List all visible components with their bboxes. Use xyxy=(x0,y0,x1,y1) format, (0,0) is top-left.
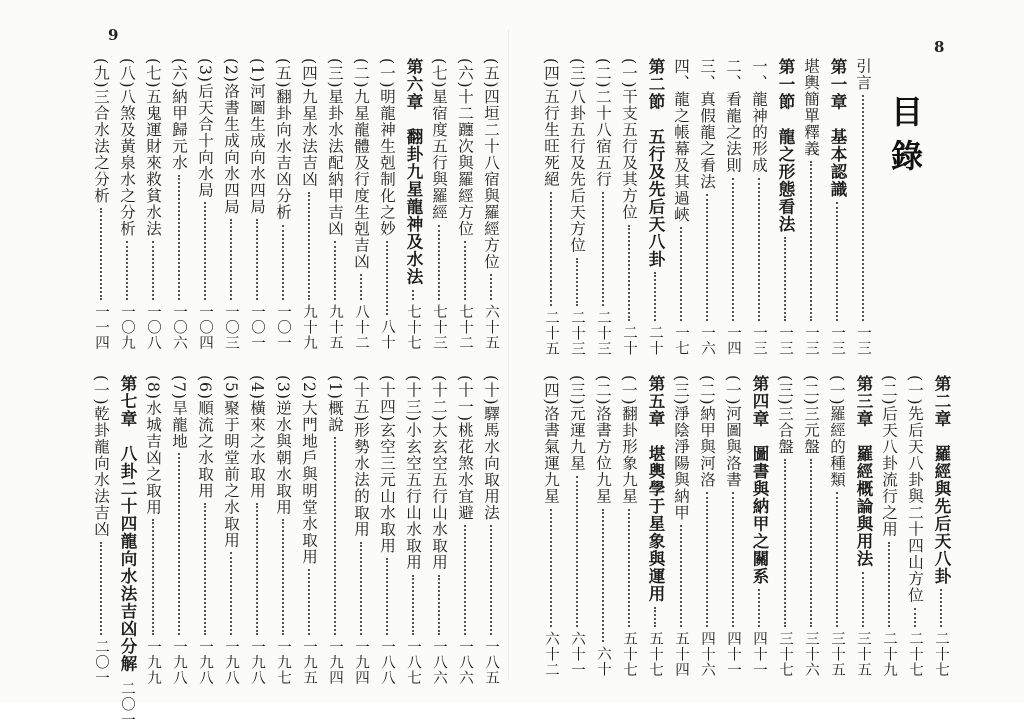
toc-leader-dots xyxy=(836,492,838,626)
toc-entry xyxy=(297,375,321,685)
toc-entry-page: 五十四 xyxy=(669,631,693,678)
toc-entry-title: 第二節 五行及先后天八卦 xyxy=(643,58,667,268)
toc-leader-dots xyxy=(576,258,578,306)
toc-leader-dots xyxy=(490,525,492,634)
toc-entry-title: (二)后天八卦流行之用 xyxy=(877,375,901,538)
toc-entry xyxy=(141,58,165,350)
toc-entry-title: (二)三元盤 xyxy=(799,375,823,455)
toc-entry-page: 六十二 xyxy=(539,631,563,678)
toc-entry-page: 一九八 xyxy=(167,639,191,686)
toc-entry-title: (十五)形勢水法的取用 xyxy=(349,375,373,538)
toc-entry-page: 六十 xyxy=(591,646,615,677)
toc-entry xyxy=(695,375,719,677)
toc-entry xyxy=(877,375,901,677)
toc-entry xyxy=(141,375,165,685)
toc-entry-page: 一〇三 xyxy=(219,304,243,351)
toc-entry-title: (十三)小玄空五行山水取用 xyxy=(401,375,425,571)
toc-entry xyxy=(929,375,953,677)
toc-entry-title: (六)十二躔次與羅經方位 xyxy=(453,58,477,237)
toc-entry-page: 一〇九 xyxy=(115,304,139,351)
toc-entry-title: (8)水城吉凶之取用 xyxy=(141,375,165,515)
toc-entry-title: (九)三合水法之分析 xyxy=(89,58,113,204)
toc-entry-title: (十二)大玄空五行山水取用 xyxy=(427,375,451,571)
toc-entry xyxy=(591,58,615,356)
toc-entry-title: (四)九星水法吉凶 xyxy=(297,58,321,188)
toc-entry-page: 六十五 xyxy=(479,304,503,351)
toc-entry-page: 七十七 xyxy=(401,304,425,351)
toc-entry-title: 堪輿簡單釋義 xyxy=(799,58,823,157)
toc-entry xyxy=(773,58,797,356)
toc-leader-dots xyxy=(654,272,656,321)
toc-entry xyxy=(851,375,875,677)
toc-leader-dots xyxy=(680,227,682,321)
toc-entry-page: 四十一 xyxy=(721,631,745,678)
toc-entry xyxy=(851,58,875,356)
toc-leader-dots xyxy=(914,608,916,627)
toc-leader-dots xyxy=(654,607,656,627)
toc-entry-title: (七)五鬼運財來救貧水法 xyxy=(141,58,165,237)
toc-entry-title: (4)橫來之水取用 xyxy=(245,375,269,499)
toc-entry-page: 一〇一 xyxy=(271,304,295,351)
toc-entry-page: 一一四 xyxy=(89,304,113,351)
toc-entry-page: 九十九 xyxy=(297,304,321,351)
toc-entry-title: (五)四垣二十八宿與羅經方位 xyxy=(479,58,503,270)
toc-leader-dots xyxy=(602,192,604,306)
toc-entry xyxy=(539,375,563,677)
toc-entry xyxy=(565,375,589,677)
toc-leader-dots xyxy=(204,503,206,635)
toc-entry xyxy=(245,58,269,350)
left-page xyxy=(0,0,512,702)
toc-entry-page: 七十二 xyxy=(453,304,477,351)
toc-entry-title: (一)翻卦形象九星 xyxy=(617,375,641,505)
toc-entry-title: 二、看龍之法則 xyxy=(721,58,745,174)
toc-leader-dots xyxy=(282,225,284,300)
toc-entry-title: (三)星卦水法配納甲吉凶 xyxy=(323,58,347,237)
toc-entry-title: 第七章 八卦二十四龍向水法吉凶分解 xyxy=(115,375,139,673)
toc-entry xyxy=(453,58,477,350)
toc-entry-page: 一八八 xyxy=(375,639,399,686)
toc-entry-title: 第一節 龍之形態看法 xyxy=(773,58,797,233)
toc-leader-dots xyxy=(386,241,388,315)
toc-leader-dots xyxy=(784,237,786,321)
toc-entry xyxy=(695,58,719,356)
toc-leader-dots xyxy=(360,274,362,299)
toc-title: 目錄 xyxy=(882,95,928,183)
toc-leader-dots xyxy=(464,241,466,299)
toc-entry xyxy=(453,375,477,685)
toc-band-left-bottom xyxy=(88,375,504,685)
toc-entry-title: (3)逆水與朝水取用 xyxy=(271,375,295,515)
toc-entry xyxy=(643,58,667,356)
toc-leader-dots xyxy=(810,161,812,321)
toc-leader-dots xyxy=(810,459,812,626)
toc-leader-dots xyxy=(152,519,154,634)
toc-entry-page: 七十三 xyxy=(427,304,451,351)
toc-entry xyxy=(721,58,745,356)
toc-entry-page: 五十七 xyxy=(643,631,667,678)
toc-leader-dots xyxy=(412,575,414,635)
toc-entry-page: 八十二 xyxy=(349,304,373,351)
toc-entry-title: 第五章 堪輿學于星象與運用 xyxy=(643,375,667,603)
toc-entry-title: 引言 xyxy=(851,58,875,91)
toc-entry xyxy=(375,58,399,350)
toc-entry-page: 一九四 xyxy=(323,639,347,686)
toc-entry xyxy=(323,58,347,350)
toc-entry-page: 一三 xyxy=(825,325,849,356)
toc-leader-dots xyxy=(940,589,942,627)
toc-leader-dots xyxy=(438,575,440,635)
toc-leader-dots xyxy=(126,241,128,299)
toc-entry xyxy=(643,375,667,677)
toc-entry xyxy=(747,375,771,677)
toc-entry xyxy=(167,375,191,685)
toc-leader-dots xyxy=(706,492,708,626)
toc-leader-dots xyxy=(204,202,206,299)
toc-entry xyxy=(271,375,295,685)
toc-entry-title: (1)河圖生成向水四局 xyxy=(245,58,269,215)
toc-entry-page: 一〇八 xyxy=(141,304,165,351)
toc-entry-page: 一九四 xyxy=(349,639,373,686)
toc-leader-dots xyxy=(230,552,232,634)
toc-entry xyxy=(297,58,321,350)
toc-entry-page: 一九九 xyxy=(141,639,165,686)
toc-entry-page: 二十三 xyxy=(565,310,589,357)
toc-entry-page: 六十一 xyxy=(565,631,589,678)
toc-entry-page: 一〇一 xyxy=(245,304,269,351)
toc-entry-page: 二十九 xyxy=(877,631,901,678)
toc-entry-title: (一)羅經的種類 xyxy=(825,375,849,488)
toc-entry-page: 四十六 xyxy=(695,631,719,678)
toc-entry-title: (十一)桃花煞水宜避 xyxy=(453,375,477,521)
toc-entry-page: 一八五 xyxy=(479,639,503,686)
toc-entry-title: 三、真假龍之看法 xyxy=(695,58,719,190)
toc-entry-title: 第四章 圖書與納甲之關系 xyxy=(747,375,771,585)
toc-entry-title: (5)聚于明堂前之水取用 xyxy=(219,375,243,548)
toc-leader-dots xyxy=(758,178,760,322)
toc-leader-dots xyxy=(360,542,362,635)
toc-entry-title: 四、龍之帳幕及其過峽 xyxy=(669,58,693,223)
toc-leader-dots xyxy=(438,225,440,300)
toc-leader-dots xyxy=(412,290,414,300)
toc-entry-title: (一)乾卦龍向水法吉凶 xyxy=(89,375,113,538)
toc-entry-title: (一)河圖與洛書 xyxy=(721,375,745,488)
toc-entry xyxy=(167,58,191,350)
toc-leader-dots xyxy=(862,95,864,321)
toc-entry-title: (十)驛馬水向取用法 xyxy=(479,375,503,521)
toc-leader-dots xyxy=(758,589,760,627)
toc-entry xyxy=(115,58,139,350)
toc-entry-title: (十四)玄空三元山水取用 xyxy=(375,375,399,554)
toc-entry-page: 二十 xyxy=(643,325,667,356)
toc-entry xyxy=(245,375,269,685)
toc-leader-dots xyxy=(888,542,890,627)
toc-leader-dots xyxy=(628,225,630,321)
toc-entry-title: (6)順流之水取用 xyxy=(193,375,217,499)
toc-entry xyxy=(825,375,849,677)
toc-entry-title: (八)八煞及黃泉水之分析 xyxy=(115,58,139,237)
toc-leader-dots xyxy=(308,192,310,300)
toc-entry-title: (四)洛書氣運九星 xyxy=(539,375,563,505)
toc-band-right-top xyxy=(538,58,876,356)
toc-entry xyxy=(591,375,615,677)
page-number-right: 8 xyxy=(934,38,944,56)
toc-entry xyxy=(375,375,399,685)
toc-entry xyxy=(323,375,347,685)
toc-entry xyxy=(427,58,451,350)
toc-entry xyxy=(401,375,425,685)
toc-leader-dots xyxy=(550,509,552,627)
toc-entry-title: (一)明龍神生剋制化之妙 xyxy=(375,58,399,237)
toc-leader-dots xyxy=(282,519,284,634)
toc-entry xyxy=(825,58,849,356)
toc-entry-title: (七)星宿度五行與羅經 xyxy=(427,58,451,221)
toc-entry-page: 一八七 xyxy=(401,639,425,686)
toc-entry-page: 九十五 xyxy=(323,304,347,351)
toc-entry-title: 第二章 羅經與先后天八卦 xyxy=(929,375,953,585)
toc-entry xyxy=(89,58,113,350)
toc-leader-dots xyxy=(602,509,604,642)
toc-leader-dots xyxy=(862,572,864,627)
toc-leader-dots xyxy=(230,219,232,300)
toc-leader-dots xyxy=(576,476,578,627)
toc-entry-page: 二十七 xyxy=(929,631,953,678)
toc-entry-page: 一九八 xyxy=(219,639,243,686)
toc-entry-page: 二〇一 xyxy=(89,639,113,686)
toc-entry-title: (一)干支五行及其方位 xyxy=(617,58,641,221)
toc-leader-dots xyxy=(732,492,734,626)
toc-entry-title: 一、龍神的形成 xyxy=(747,58,771,174)
toc-leader-dots xyxy=(784,459,786,626)
toc-leader-dots xyxy=(680,525,682,626)
toc-entry-title: (三)淨陰淨陽與納甲 xyxy=(669,375,693,521)
toc-entry xyxy=(401,58,425,350)
toc-entry-page: 一〇六 xyxy=(167,304,191,351)
toc-entry xyxy=(271,58,295,350)
toc-entry xyxy=(219,58,243,350)
toc-entry-title: (2)洛書生成向水四局 xyxy=(219,58,243,215)
toc-entry-title: (3)后天合十向水局 xyxy=(193,58,217,198)
page-number-left: 9 xyxy=(108,26,118,44)
toc-entry-title: 第三章 羅經概論與用法 xyxy=(851,375,875,568)
toc-entry-page: 三十五 xyxy=(851,631,875,678)
toc-leader-dots xyxy=(178,453,180,634)
toc-entry-page: 一四 xyxy=(721,325,745,356)
toc-entry xyxy=(349,58,373,350)
toc-entry-title: (7)旱龍地 xyxy=(167,375,191,449)
toc-entry xyxy=(193,375,217,685)
toc-leader-dots xyxy=(464,525,466,634)
toc-entry-page: 一八六 xyxy=(453,639,477,686)
toc-entry-page: 二十七 xyxy=(903,631,927,678)
toc-entry xyxy=(479,58,503,350)
toc-leader-dots xyxy=(550,192,552,306)
toc-leader-dots xyxy=(334,241,336,299)
toc-entry-page: 一九七 xyxy=(271,639,295,686)
toc-entry-title: (六)納甲歸元水 xyxy=(167,58,191,171)
toc-leader-dots xyxy=(836,202,838,321)
toc-entry-page: 一九五 xyxy=(297,639,321,686)
toc-entry-page: 三十六 xyxy=(799,631,823,678)
toc-entry-title: (二)二十八宿五行 xyxy=(591,58,615,188)
toc-entry-page: 四十一 xyxy=(747,631,771,678)
toc-entry-page: 三十五 xyxy=(825,631,849,678)
toc-band-right-bottom xyxy=(538,375,954,677)
toc-entry xyxy=(617,375,641,677)
toc-entry-title: (1)概說 xyxy=(323,375,347,433)
toc-entry xyxy=(903,375,927,677)
toc-entry xyxy=(799,58,823,356)
toc-entry-page: 一九八 xyxy=(245,639,269,686)
toc-entry-page: 一三 xyxy=(851,325,875,356)
toc-leader-dots xyxy=(256,503,258,635)
toc-entry xyxy=(427,375,451,685)
toc-entry-page: 一六 xyxy=(695,325,719,356)
toc-entry-page: 八十 xyxy=(375,319,399,350)
toc-entry-page: 五十七 xyxy=(617,631,641,678)
toc-entry-title: 第六章 翻卦九星龍神及水法 xyxy=(401,58,425,286)
toc-entry xyxy=(193,58,217,350)
toc-entry xyxy=(349,375,373,685)
toc-leader-dots xyxy=(100,208,102,299)
toc-entry-page: 一八六 xyxy=(427,639,451,686)
toc-leader-dots xyxy=(490,274,492,299)
toc-entry-page: 二〇一 xyxy=(115,681,139,727)
toc-band-left-top xyxy=(88,58,504,350)
toc-entry-title: (一)先后天八卦與二十四山方位 xyxy=(903,375,927,604)
toc-entry xyxy=(219,375,243,685)
toc-entry-title: (二)洛書方位九星 xyxy=(591,375,615,505)
toc-entry-page: 三十七 xyxy=(773,631,797,678)
toc-entry-title: (四)五行生旺死絕 xyxy=(539,58,563,188)
toc-leader-dots xyxy=(732,178,734,322)
toc-leader-dots xyxy=(386,558,388,634)
toc-entry xyxy=(479,375,503,685)
toc-leader-dots xyxy=(100,542,102,635)
toc-entry-title: (二)九星龍體及行度生剋吉凶 xyxy=(349,58,373,270)
toc-leader-dots xyxy=(334,437,336,635)
toc-leader-dots xyxy=(256,219,258,300)
toc-entry-page: 一三 xyxy=(799,325,823,356)
toc-entry xyxy=(89,375,113,685)
toc-entry xyxy=(115,375,139,685)
toc-entry-title: (二)納甲與河洛 xyxy=(695,375,719,488)
toc-entry-title: (三)元運九星 xyxy=(565,375,589,472)
toc-leader-dots xyxy=(308,569,310,635)
toc-entry-title: (2)大門地戶與明堂水取用 xyxy=(297,375,321,565)
toc-entry-page: 二十三 xyxy=(591,310,615,357)
toc-entry-page: 一〇四 xyxy=(193,304,217,351)
toc-entry-title: (三)八卦五行及先后天方位 xyxy=(565,58,589,254)
toc-entry-title: (五)翻卦向水吉凶分析 xyxy=(271,58,295,221)
toc-entry xyxy=(617,58,641,356)
toc-entry xyxy=(565,58,589,356)
toc-entry-page: 一三 xyxy=(773,325,797,356)
toc-entry xyxy=(721,375,745,677)
toc-leader-dots xyxy=(628,509,630,627)
toc-entry xyxy=(669,375,693,677)
right-page xyxy=(512,0,1024,702)
toc-entry-title: (三)三合盤 xyxy=(773,375,797,455)
toc-entry xyxy=(539,58,563,356)
toc-entry-page: 一七 xyxy=(669,325,693,356)
toc-leader-dots xyxy=(152,241,154,299)
toc-entry-page: 二十 xyxy=(617,325,641,356)
toc-entry-page: 一三 xyxy=(747,325,771,356)
toc-leader-dots xyxy=(178,175,180,299)
toc-leader-dots xyxy=(706,194,708,321)
toc-entry-title: 第一章 基本認識 xyxy=(825,58,849,198)
toc-entry xyxy=(799,375,823,677)
toc-entry-page: 二十五 xyxy=(539,310,563,357)
toc-entry xyxy=(747,58,771,356)
toc-entry-page: 一九八 xyxy=(193,639,217,686)
toc-entry xyxy=(669,58,693,356)
toc-entry xyxy=(773,375,797,677)
